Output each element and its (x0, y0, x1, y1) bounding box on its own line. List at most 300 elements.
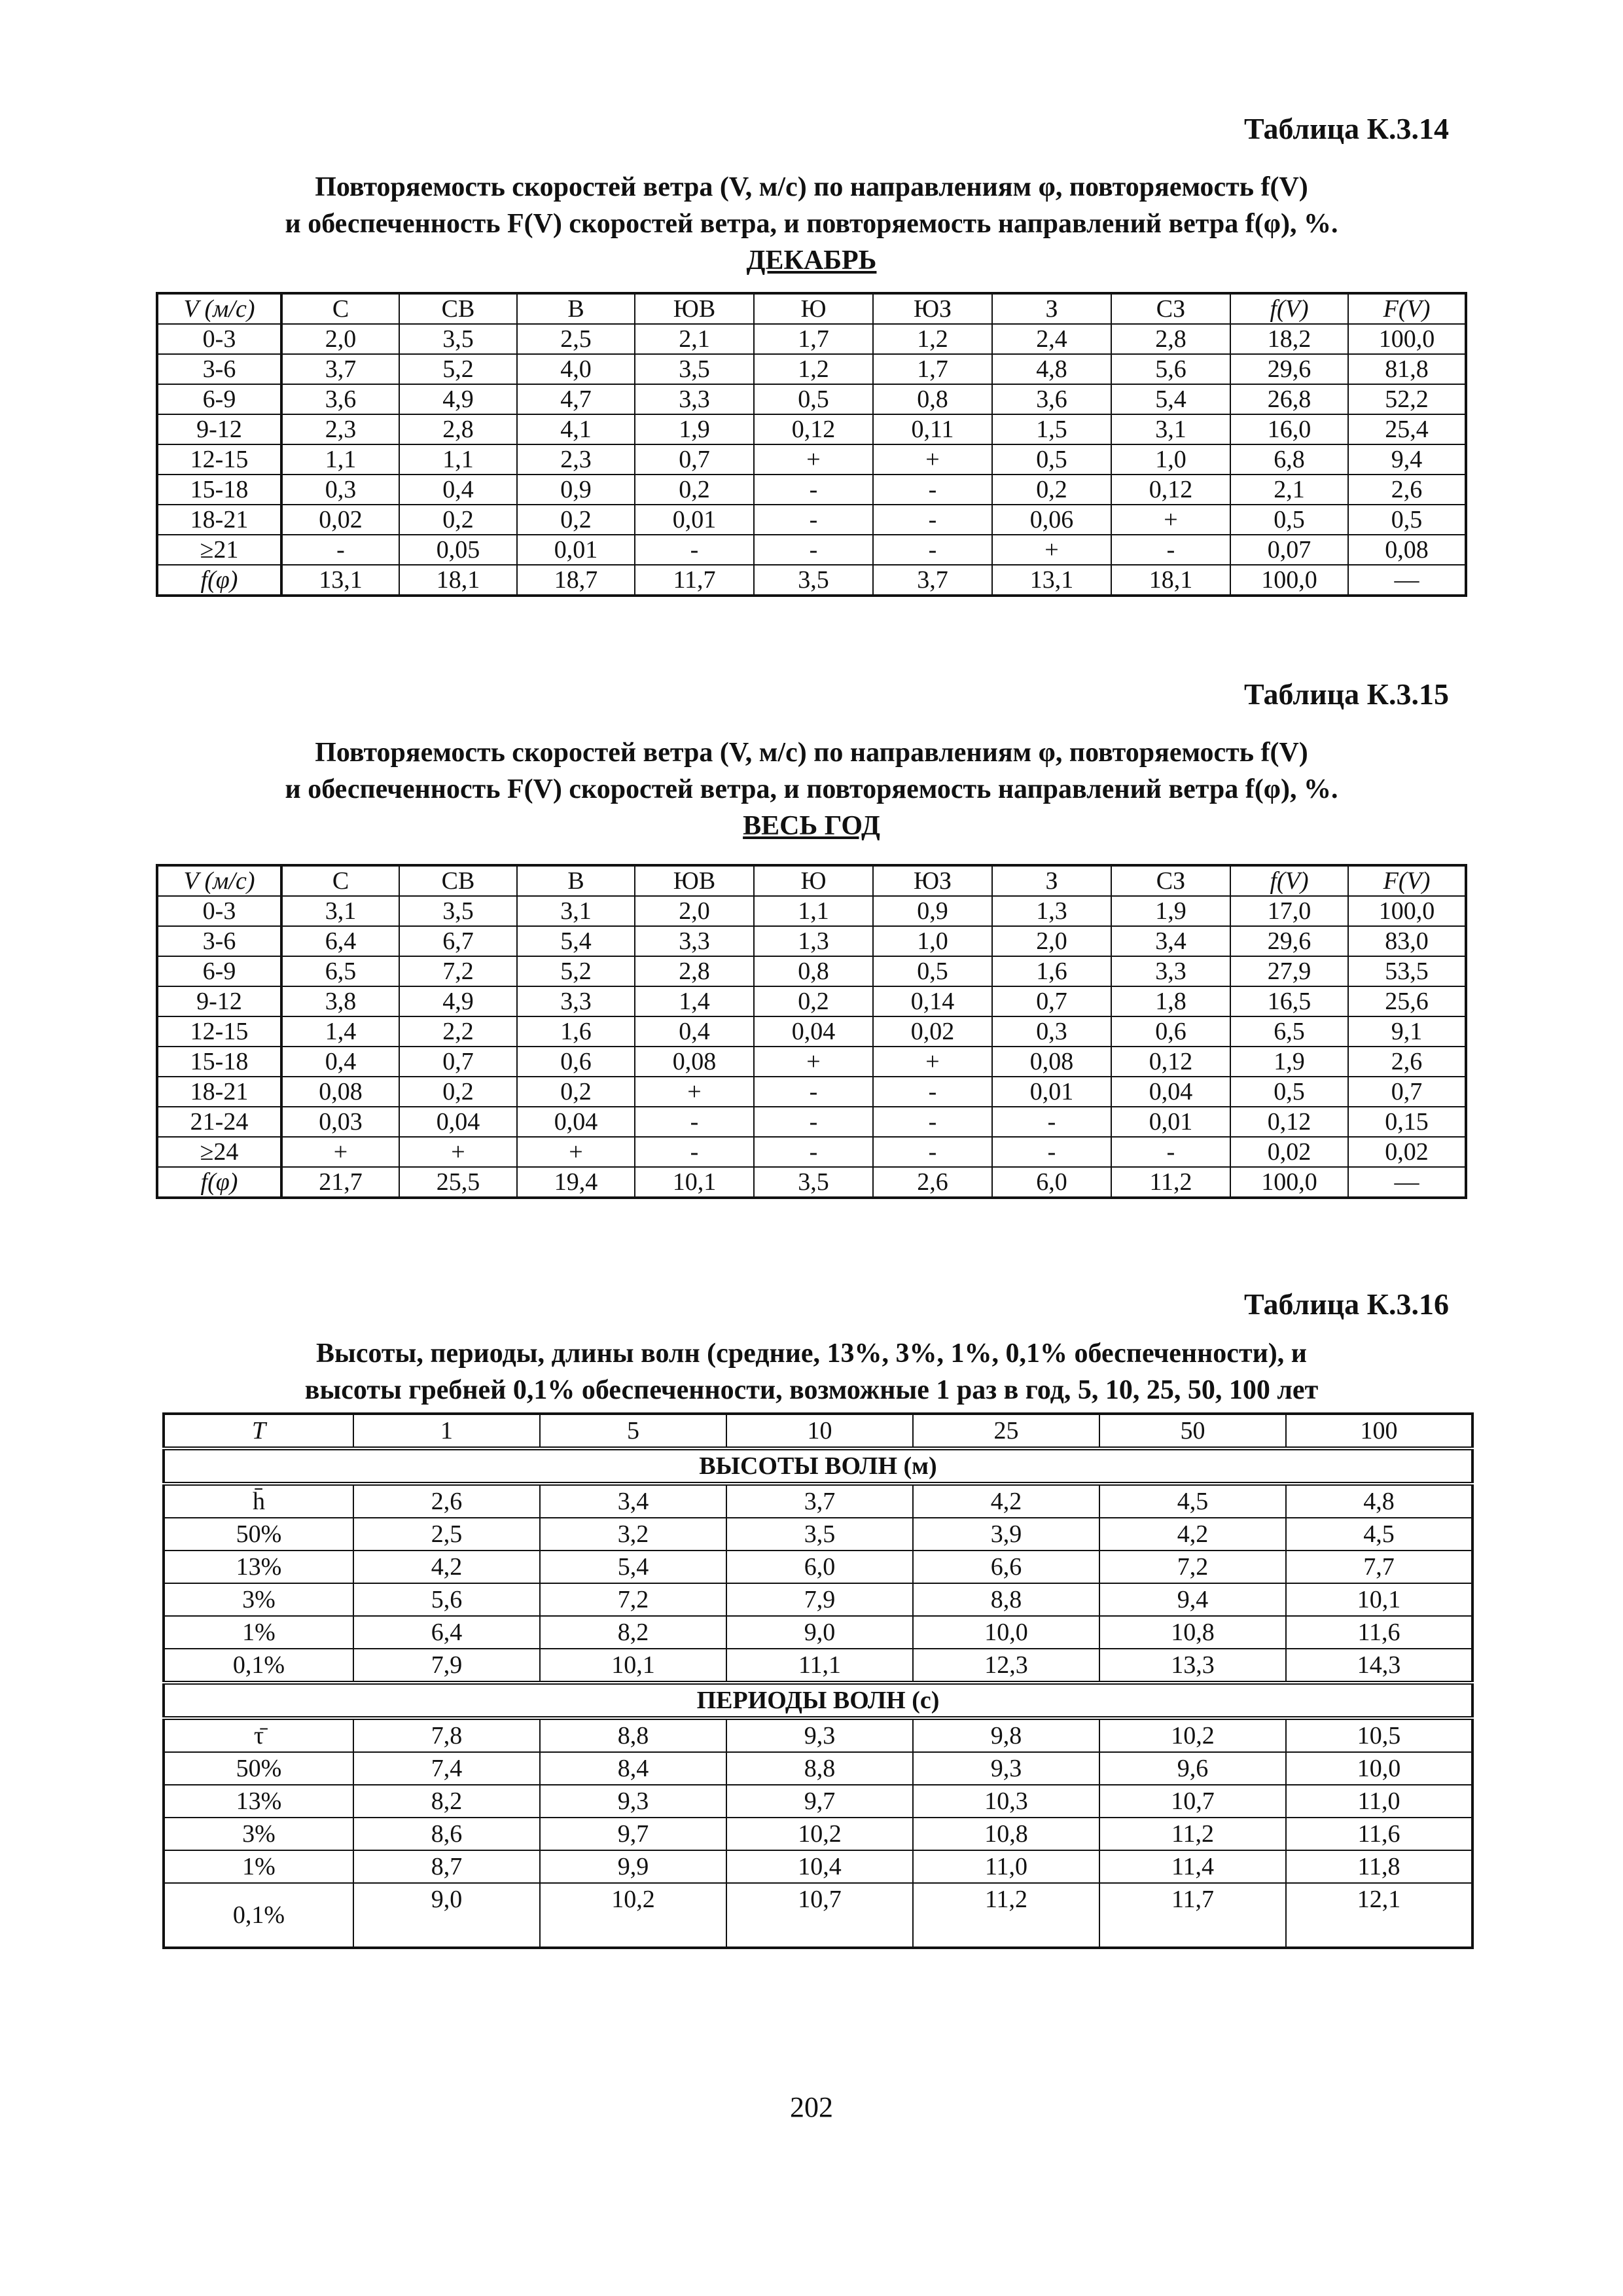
wave-periods-cell: 8,7 (353, 1850, 540, 1883)
table-15-cell: 0,9 (873, 896, 992, 926)
table-15-cell: 25,5 (399, 1167, 517, 1198)
table-15-cell: 2,6 (873, 1167, 992, 1198)
table-14-cell: 2,3 (517, 444, 635, 475)
table-14-cell: 26,8 (1230, 384, 1348, 414)
wave-heights-row (164, 1583, 1472, 1616)
table-14-cell: 13,1 (281, 565, 399, 596)
wave-periods-cell: 9,8 (913, 1718, 1099, 1752)
wave-heights-row-label: 3% (164, 1583, 353, 1616)
table-14-cell: 1,5 (992, 414, 1111, 444)
table-15-row (157, 1016, 1466, 1047)
table-16-header-cell: 10 (726, 1414, 913, 1448)
table-15-cell: 0,02 (1348, 1137, 1466, 1167)
table-15-cell: 6,5 (1230, 1016, 1348, 1047)
wave-heights-cell: 7,9 (353, 1649, 540, 1683)
table-15-cell: 0,2 (754, 986, 873, 1016)
wave-periods-cell: 9,7 (726, 1785, 913, 1818)
wave-periods-row (164, 1818, 1472, 1850)
table-14-cell: 3,1 (1111, 414, 1230, 444)
table-14-header-cell: ЮВ (635, 293, 754, 324)
table-15-cell: 3,5 (754, 1167, 873, 1198)
wave-heights-row-label: 0,1% (164, 1649, 353, 1683)
table-14-cell: 0,2 (635, 475, 754, 505)
wave-heights-cell: 10,0 (913, 1616, 1099, 1649)
table-15-cell: 1,3 (754, 926, 873, 956)
wave-periods-cell: 7,8 (353, 1718, 540, 1752)
table-14-row (157, 414, 1466, 444)
wave-periods-row (164, 1785, 1472, 1818)
wave-heights-cell: 9,4 (1099, 1583, 1286, 1616)
wave-periods-cell: 10,0 (1286, 1752, 1472, 1785)
table-15-cell: 0,2 (517, 1077, 635, 1107)
wave-periods-cell: 10,7 (726, 1883, 913, 1948)
table-15-row (157, 1077, 1466, 1107)
table-15-cell: - (873, 1077, 992, 1107)
table-15 (156, 864, 1467, 1199)
table-14-cell: + (1111, 505, 1230, 535)
table-14-row (157, 505, 1466, 535)
table-16-header-cell: T (164, 1414, 353, 1448)
wave-periods-row-label: 50% (164, 1752, 353, 1785)
table-16-header-row (164, 1414, 1472, 1448)
table-14-cell: 0,3 (281, 475, 399, 505)
table-14-header-cell: З (992, 293, 1111, 324)
table-14-header-cell: f(V) (1230, 293, 1348, 324)
table-15-cell: 100,0 (1348, 896, 1466, 926)
table-16-caption-line1: Высоты, периоды, длины волн (средние, 13%, 3%, 1%, 0,1% обеспеченности), и (316, 1338, 1307, 1369)
wave-heights-cell: 14,3 (1286, 1649, 1472, 1683)
wave-periods-row (164, 1883, 1472, 1948)
wave-periods-cell: 9,7 (540, 1818, 726, 1850)
table-14-row (157, 535, 1466, 565)
table-14-cell: 0,7 (635, 444, 754, 475)
table-14-row-label: 6-9 (157, 384, 281, 414)
table-14-cell: 0,2 (399, 505, 517, 535)
table-15-cell: 1,8 (1111, 986, 1230, 1016)
table-15-row (157, 1167, 1466, 1198)
table-16-caption-line2: высоты гребней 0,1% обеспеченности, возможные 1 раз в год, 5, 10, 25, 50, 100 лет (304, 1375, 1319, 1405)
wave-heights-cell: 6,4 (353, 1616, 540, 1649)
wave-heights-cell: 4,2 (913, 1484, 1099, 1518)
table-15-row (157, 956, 1466, 986)
table-14-row-label: 9-12 (157, 414, 281, 444)
table-15-cell: 0,12 (1230, 1107, 1348, 1137)
table-14-cell: + (873, 444, 992, 475)
wave-heights-cell: 8,8 (913, 1583, 1099, 1616)
table-14-row (157, 324, 1466, 354)
table-14-cell: 0,8 (873, 384, 992, 414)
table-14-cell: 0,12 (1111, 475, 1230, 505)
table-14-cell: - (281, 535, 399, 565)
table-15-cell: 0,02 (1230, 1137, 1348, 1167)
table-15-cell: 0,7 (1348, 1077, 1466, 1107)
wave-periods-row-label: τ̄ (164, 1718, 353, 1752)
table-14-cell: - (754, 535, 873, 565)
table-15-row-label: 9-12 (157, 986, 281, 1016)
table-15-cell: 29,6 (1230, 926, 1348, 956)
wave-periods-cell: 10,2 (1099, 1718, 1286, 1752)
table-15-cell: + (399, 1137, 517, 1167)
table-14-cell: - (873, 505, 992, 535)
table-15-header-cell: В (517, 865, 635, 896)
table-15-row (157, 1137, 1466, 1167)
table-15-cell: 3,1 (517, 896, 635, 926)
wave-periods-cell: 11,0 (913, 1850, 1099, 1883)
wave-heights-cell: 3,4 (540, 1484, 726, 1518)
table-15-row (157, 986, 1466, 1016)
wave-periods-cell: 11,6 (1286, 1818, 1472, 1850)
table-14-cell: 0,5 (754, 384, 873, 414)
table-15-cell: 1,9 (1230, 1047, 1348, 1077)
wave-periods-cell: 8,6 (353, 1818, 540, 1850)
table-14-header-cell: С (281, 293, 399, 324)
table-15-cell: 53,5 (1348, 956, 1466, 986)
table-14-header-cell: ЮЗ (873, 293, 992, 324)
wave-heights-cell: 10,8 (1099, 1616, 1286, 1649)
table-14-cell: 0,2 (992, 475, 1111, 505)
table-15-cell: - (992, 1107, 1111, 1137)
table-15-cell: 0,02 (873, 1016, 992, 1047)
wave-periods-cell: 12,1 (1286, 1883, 1472, 1948)
table-14-cell: 0,01 (517, 535, 635, 565)
table-15-cell: - (992, 1137, 1111, 1167)
table-15-cell: 9,1 (1348, 1016, 1466, 1047)
table-15-cell: - (754, 1137, 873, 1167)
table-15-cell: 0,01 (992, 1077, 1111, 1107)
wave-heights-cell: 9,0 (726, 1616, 913, 1649)
wave-periods-cell: 11,2 (913, 1883, 1099, 1948)
table-15-cell: 0,04 (754, 1016, 873, 1047)
wave-periods-cell: 10,5 (1286, 1718, 1472, 1752)
table-14-row (157, 354, 1466, 384)
table-16-caption (157, 1335, 1466, 1408)
table-14-cell: 3,5 (399, 324, 517, 354)
table-14-cell: 81,8 (1348, 354, 1466, 384)
table-14-cell: - (754, 505, 873, 535)
table-14-cell: 5,6 (1111, 354, 1230, 384)
table-14-cell: 3,6 (281, 384, 399, 414)
table-15-cell: - (873, 1107, 992, 1137)
table-15-cell: 0,3 (992, 1016, 1111, 1047)
table-14-cell: 1,7 (873, 354, 992, 384)
table-14-row-label: 18-21 (157, 505, 281, 535)
table-15-header-cell: СЗ (1111, 865, 1230, 896)
table-15-cell: 0,04 (517, 1107, 635, 1137)
table-15-row (157, 1047, 1466, 1077)
table-15-cell: 0,4 (635, 1016, 754, 1047)
table-14-cell: 0,07 (1230, 535, 1348, 565)
table-15-cell: 0,08 (281, 1077, 399, 1107)
table-14-cell: + (992, 535, 1111, 565)
table-14-cell: 18,7 (517, 565, 635, 596)
table-14-cell: 3,6 (992, 384, 1111, 414)
wave-heights-cell: 3,7 (726, 1484, 913, 1518)
wave-periods-cell: 10,2 (540, 1883, 726, 1948)
table-15-cell: + (873, 1047, 992, 1077)
table-14-row (157, 565, 1466, 596)
wave-periods-cell: 7,4 (353, 1752, 540, 1785)
table-15-row (157, 926, 1466, 956)
table-14-cell: 2,4 (992, 324, 1111, 354)
wave-heights-row-label: h̄ (164, 1484, 353, 1518)
table-16 (162, 1412, 1474, 1949)
table-15-cell: 27,9 (1230, 956, 1348, 986)
wave-heights-cell: 6,0 (726, 1551, 913, 1583)
table-14-cell: 4,0 (517, 354, 635, 384)
table-15-cell: 1,9 (1111, 896, 1230, 926)
table-14-cell: 1,1 (399, 444, 517, 475)
wave-periods-cell: 8,8 (726, 1752, 913, 1785)
wave-heights-cell: 10,1 (1286, 1583, 1472, 1616)
table-14-cell: 1,7 (754, 324, 873, 354)
table-15-caption-line2: и обеспеченность F(V) скоростей ветра, и повторяемость направлений ветра f(φ), %. (285, 774, 1338, 804)
table-15-row (157, 1107, 1466, 1137)
table-15-cell: 6,4 (281, 926, 399, 956)
table-14-cell: 3,7 (281, 354, 399, 384)
table-15-header-cell: V (м/с) (157, 865, 281, 896)
table-15-header-cell: С (281, 865, 399, 896)
table-15-row-label: f(φ) (157, 1167, 281, 1198)
table-15-header-cell: СВ (399, 865, 517, 896)
wave-periods-row (164, 1850, 1472, 1883)
table-14-cell: 2,0 (281, 324, 399, 354)
table-14-cell: 2,8 (399, 414, 517, 444)
wave-heights-cell: 7,7 (1286, 1551, 1472, 1583)
wave-periods-row-label: 0,1% (164, 1883, 353, 1948)
table-14-cell: 2,5 (517, 324, 635, 354)
wave-periods-cell: 10,2 (726, 1818, 913, 1850)
table-14-row (157, 444, 1466, 475)
table-15-cell: 0,08 (992, 1047, 1111, 1077)
wave-heights-cell: 4,5 (1286, 1518, 1472, 1551)
table-15-cell: 0,7 (992, 986, 1111, 1016)
table-15-cell: 1,0 (873, 926, 992, 956)
wave-heights-row-label: 1% (164, 1616, 353, 1649)
table-15-cell: - (635, 1107, 754, 1137)
wave-periods-cell: 9,3 (913, 1752, 1099, 1785)
table-15-cell: - (635, 1137, 754, 1167)
table-14-cell: 0,5 (1348, 505, 1466, 535)
table-14-cell: 5,2 (399, 354, 517, 384)
table-15-cell: - (754, 1077, 873, 1107)
table-15-cell: 3,3 (635, 926, 754, 956)
table-15-cell: 0,15 (1348, 1107, 1466, 1137)
wave-heights-section-title-row (164, 1448, 1472, 1484)
table-15-cell: 5,2 (517, 956, 635, 986)
table-14-cell: 100,0 (1348, 324, 1466, 354)
table-14-header-row (157, 293, 1466, 324)
table-14-header-cell: В (517, 293, 635, 324)
table-14-cell: 4,9 (399, 384, 517, 414)
table-14-header-cell: Ю (754, 293, 873, 324)
table-15-row-label: 15-18 (157, 1047, 281, 1077)
wave-periods-cell: 9,6 (1099, 1752, 1286, 1785)
table-15-caption-line1: Повторяемость скоростей ветра (V, м/с) по направлениям φ, повторяемость f(V) (315, 738, 1308, 768)
table-15-cell: 0,14 (873, 986, 992, 1016)
table-14-cell: 2,3 (281, 414, 399, 444)
table-15-cell: - (754, 1107, 873, 1137)
table-14-cell: 0,06 (992, 505, 1111, 535)
table-14-row-label: 3-6 (157, 354, 281, 384)
table-15-cell: 3,3 (517, 986, 635, 1016)
table-14-cell: 3,3 (635, 384, 754, 414)
wave-heights-row-label: 50% (164, 1518, 353, 1551)
wave-heights-cell: 4,8 (1286, 1484, 1472, 1518)
table-15-cell: 3,3 (1111, 956, 1230, 986)
table-15-cell: — (1348, 1167, 1466, 1198)
table-15-caption (157, 734, 1466, 844)
wave-heights-cell: 7,2 (1099, 1551, 1286, 1583)
table-15-cell: - (1111, 1137, 1230, 1167)
wave-heights-cell: 3,2 (540, 1518, 726, 1551)
wave-periods-row-label: 3% (164, 1818, 353, 1850)
wave-periods-cell: 10,8 (913, 1818, 1099, 1850)
table-14-cell: - (873, 475, 992, 505)
table-15-header-cell: ЮВ (635, 865, 754, 896)
table-15-cell: 0,8 (754, 956, 873, 986)
table-14-cell: 18,1 (399, 565, 517, 596)
table-15-cell: 0,7 (399, 1047, 517, 1077)
table-14-header-cell: СЗ (1111, 293, 1230, 324)
wave-heights-cell: 5,6 (353, 1583, 540, 1616)
table-15-cell: 21,7 (281, 1167, 399, 1198)
table-15-header-cell: Ю (754, 865, 873, 896)
table-15-cell: + (517, 1137, 635, 1167)
table-14-period: ДЕКАБРЬ (746, 245, 877, 276)
table-14-cell: 4,1 (517, 414, 635, 444)
table-15-cell: 3,8 (281, 986, 399, 1016)
table-14-cell: 5,4 (1111, 384, 1230, 414)
wave-heights-cell: 5,4 (540, 1551, 726, 1583)
table-15-cell: 2,0 (992, 926, 1111, 956)
table-14-cell: 2,8 (1111, 324, 1230, 354)
table-14-cell: 29,6 (1230, 354, 1348, 384)
table-14-cell: 3,5 (754, 565, 873, 596)
wave-heights-cell: 4,5 (1099, 1484, 1286, 1518)
table-14-cell: 0,08 (1348, 535, 1466, 565)
table-15-cell: 0,04 (399, 1107, 517, 1137)
table-15-cell: 4,9 (399, 986, 517, 1016)
wave-periods-cell: 11,8 (1286, 1850, 1472, 1883)
table-14-cell: 1,9 (635, 414, 754, 444)
wave-periods-cell: 11,2 (1099, 1818, 1286, 1850)
table-15-header-cell: ЮЗ (873, 865, 992, 896)
table-14-caption-line1: Повторяемость скоростей ветра (V, м/с) по направлениям φ, повторяемость f(V) (315, 172, 1308, 202)
table-14-cell: 52,2 (1348, 384, 1466, 414)
wave-periods-cell: 9,9 (540, 1850, 726, 1883)
table-14-cell: 16,0 (1230, 414, 1348, 444)
table-14-cell: 13,1 (992, 565, 1111, 596)
table-14-cell: 0,12 (754, 414, 873, 444)
page-number: 202 (790, 2091, 833, 2123)
wave-heights-row (164, 1518, 1472, 1551)
table-14-cell: 1,2 (754, 354, 873, 384)
table-15-cell: - (873, 1137, 992, 1167)
wave-heights-cell: 3,9 (913, 1518, 1099, 1551)
table-15-cell: 16,5 (1230, 986, 1348, 1016)
table-15-cell: 0,4 (281, 1047, 399, 1077)
table-14-cell: 0,01 (635, 505, 754, 535)
wave-heights-row-label: 13% (164, 1551, 353, 1583)
table-15-cell: + (754, 1047, 873, 1077)
wave-heights-cell: 11,1 (726, 1649, 913, 1683)
table-15-cell: 1,4 (635, 986, 754, 1016)
table-15-cell: 0,08 (635, 1047, 754, 1077)
table-15-cell: 1,6 (517, 1016, 635, 1047)
wave-heights-cell: 4,2 (353, 1551, 540, 1583)
table-14-cell: 3,7 (873, 565, 992, 596)
wave-heights-cell: 4,2 (1099, 1518, 1286, 1551)
table-15-cell: 3,5 (399, 896, 517, 926)
table-14-cell: 2,1 (1230, 475, 1348, 505)
table-16-header-cell: 50 (1099, 1414, 1286, 1448)
table-14-cell: 0,11 (873, 414, 992, 444)
wave-heights-cell: 8,2 (540, 1616, 726, 1649)
table-16-header-cell: 100 (1286, 1414, 1472, 1448)
table-14-cell: 18,1 (1111, 565, 1230, 596)
wave-periods-cell: 11,0 (1286, 1785, 1472, 1818)
wave-heights-section-title: ВЫСОТЫ ВОЛН (м) (164, 1448, 1472, 1484)
table-15-cell: 10,1 (635, 1167, 754, 1198)
table-15-cell: 3,4 (1111, 926, 1230, 956)
table-15-cell: 2,0 (635, 896, 754, 926)
wave-heights-cell: 13,3 (1099, 1649, 1286, 1683)
wave-periods-section-title: ПЕРИОДЫ ВОЛН (с) (164, 1683, 1472, 1718)
table-14-header-cell: СВ (399, 293, 517, 324)
table-14-cell: - (1111, 535, 1230, 565)
table-15-cell: 17,0 (1230, 896, 1348, 926)
wave-heights-cell: 7,2 (540, 1583, 726, 1616)
table-15-cell: 2,8 (635, 956, 754, 986)
table-15-cell: 0,6 (517, 1047, 635, 1077)
wave-periods-section-title-row (164, 1683, 1472, 1718)
table-14-row (157, 475, 1466, 505)
table-15-cell: 0,5 (873, 956, 992, 986)
table-14-cell: 0,9 (517, 475, 635, 505)
table-15-cell: 1,1 (754, 896, 873, 926)
wave-heights-cell: 7,9 (726, 1583, 913, 1616)
table-14-caption-line2: и обеспеченность F(V) скоростей ветра, и повторяемость направлений ветра f(φ), %. (285, 209, 1338, 239)
wave-periods-cell: 11,7 (1099, 1883, 1286, 1948)
table-14-row (157, 384, 1466, 414)
table-15-period: ВЕСЬ ГОД (743, 811, 880, 841)
table-15-cell: 100,0 (1230, 1167, 1348, 1198)
table-16-label: Таблица К.3.16 (1243, 1287, 1449, 1321)
table-16-header-cell: 25 (913, 1414, 1099, 1448)
table-14-cell: - (873, 535, 992, 565)
table-15-cell: 25,6 (1348, 986, 1466, 1016)
table-14-row-label: ≥21 (157, 535, 281, 565)
table-15-row-label: 12-15 (157, 1016, 281, 1047)
table-15-cell: 2,2 (399, 1016, 517, 1047)
wave-periods-cell: 10,3 (913, 1785, 1099, 1818)
table-14-cell: - (754, 475, 873, 505)
wave-heights-cell: 2,6 (353, 1484, 540, 1518)
wave-periods-cell: 9,3 (540, 1785, 726, 1818)
wave-heights-cell: 6,6 (913, 1551, 1099, 1583)
table-15-row (157, 896, 1466, 926)
table-14-cell: 4,7 (517, 384, 635, 414)
table-14-row-label: f(φ) (157, 565, 281, 596)
wave-heights-row (164, 1649, 1472, 1683)
table-14-cell: 25,4 (1348, 414, 1466, 444)
table-15-cell: 6,5 (281, 956, 399, 986)
table-15-header-cell: F(V) (1348, 865, 1466, 896)
table-14-cell: 2,1 (635, 324, 754, 354)
table-14-cell: 18,2 (1230, 324, 1348, 354)
table-14-row-label: 15-18 (157, 475, 281, 505)
table-15-label: Таблица К.3.15 (1243, 677, 1449, 711)
